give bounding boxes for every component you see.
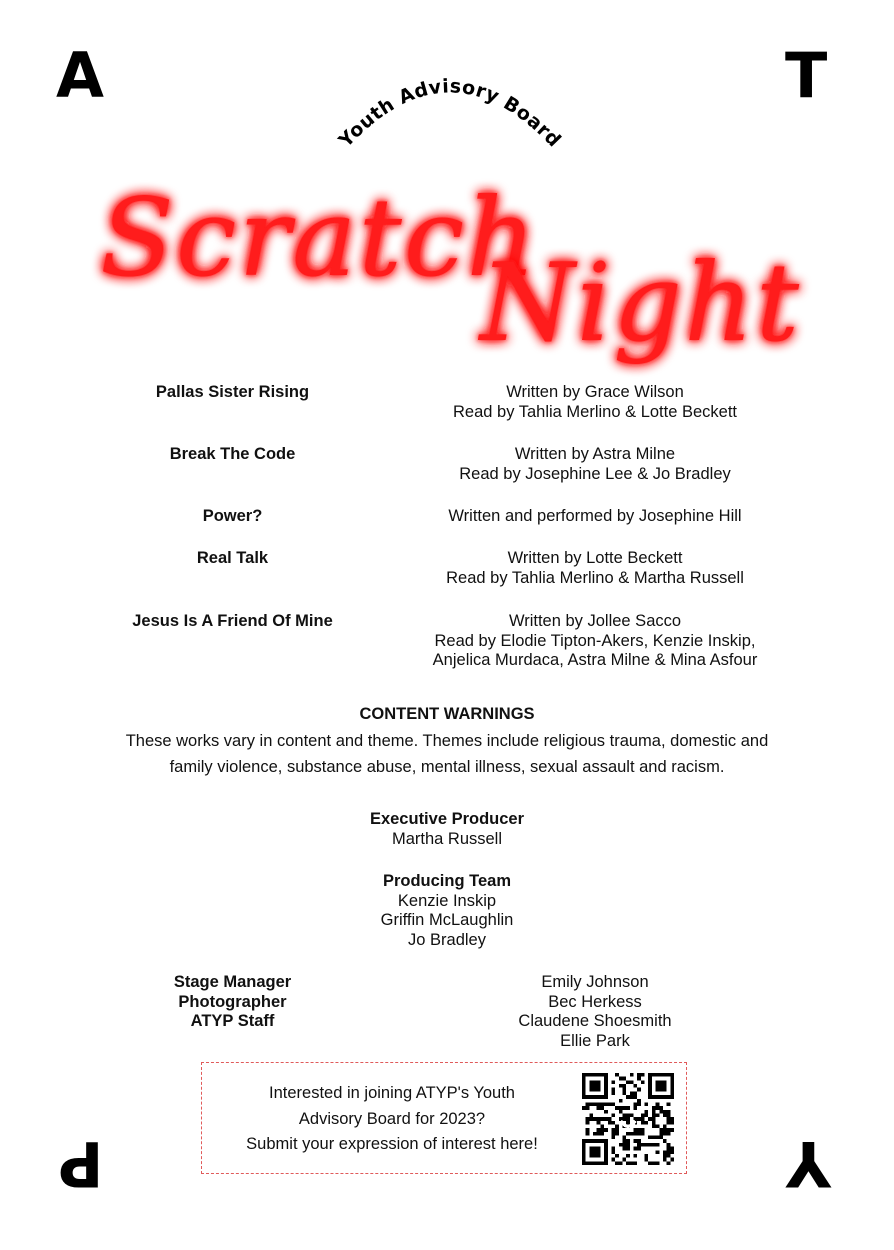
corner-letter-a: A xyxy=(56,39,104,112)
content-warnings-heading: CONTENT WARNINGS xyxy=(359,705,535,723)
cta-text xyxy=(222,1081,562,1158)
staff-person: Emily Johnson xyxy=(541,973,649,991)
program-title: Power? xyxy=(202,507,263,525)
cta-line: Submit your expression of interest here! xyxy=(246,1135,538,1153)
program-credit: Anjelica Murdaca, Astra Milne & Mina Asfour xyxy=(432,651,758,669)
program-credit: Read by Josephine Lee & Jo Bradley xyxy=(459,464,731,483)
cta-line: Advisory Board for 2023? xyxy=(298,1109,486,1128)
scratch-night-title xyxy=(60,140,840,380)
corner-letter-t: T xyxy=(785,39,828,112)
program-title: Pallas Sister Rising xyxy=(155,383,310,401)
program-credit: Written by Jollee Sacco xyxy=(508,612,682,630)
staff-people xyxy=(385,973,805,1051)
program-credit: Read by Elodie Tipton-Akers, Kenzie Inskip, xyxy=(434,631,756,650)
qr-code[interactable] xyxy=(582,1073,674,1165)
executive-producer-name: Martha Russell xyxy=(391,829,503,848)
content-warnings-line: family violence, substance abuse, mental illness, sexual assault and racism. xyxy=(169,758,725,776)
staff-role: ATYP Staff xyxy=(190,1012,275,1030)
program-credit: Read by Tahlia Merlino & Martha Russell xyxy=(446,568,744,587)
program-title: Real Talk xyxy=(196,549,269,567)
staff-person: Ellie Park xyxy=(560,1031,630,1050)
producing-team-block xyxy=(0,872,894,950)
staff-person: Bec Herkess xyxy=(548,992,642,1011)
executive-producer-label: Executive Producer xyxy=(369,810,525,828)
program-title: Jesus Is A Friend Of Mine xyxy=(132,612,333,630)
content-warnings-body xyxy=(0,728,894,780)
corner-letter-p: P xyxy=(58,1127,104,1200)
program-credit: Read by Tahlia Merlino & Lotte Beckett xyxy=(452,402,738,421)
staff-role: Photographer xyxy=(178,992,287,1011)
staff-roles xyxy=(80,973,385,1032)
program-credit: Written by Lotte Beckett xyxy=(507,549,683,567)
staff-role: Stage Manager xyxy=(173,973,292,991)
program-title: Break The Code xyxy=(169,445,296,463)
arc-text: Youth Advisory Board xyxy=(334,75,566,152)
title-word-scratch: Scratch xyxy=(100,176,538,301)
program-credit: Written by Astra Milne xyxy=(514,445,676,463)
staff-person: Claudene Shoesmith xyxy=(518,1012,672,1030)
producing-team-label: Producing Team xyxy=(382,872,512,890)
program-credit: Written and performed by Josephine Hill xyxy=(448,507,742,525)
executive-producer-block xyxy=(0,810,894,849)
program-credit: Written by Grace Wilson xyxy=(506,383,684,401)
producing-team-member: Kenzie Inskip xyxy=(397,891,497,910)
producing-team-member: Jo Bradley xyxy=(408,930,486,949)
expression-of-interest-box xyxy=(201,1062,687,1174)
cta-line: Interested in joining ATYP's Youth xyxy=(269,1084,515,1102)
title-word-night: Night xyxy=(480,241,802,366)
producing-team-member: Griffin McLaughlin xyxy=(380,911,514,929)
content-warnings-line: These works vary in content and theme. Themes include religious trauma, domestic and xyxy=(125,732,769,750)
corner-letter-y: Y xyxy=(786,1127,831,1200)
